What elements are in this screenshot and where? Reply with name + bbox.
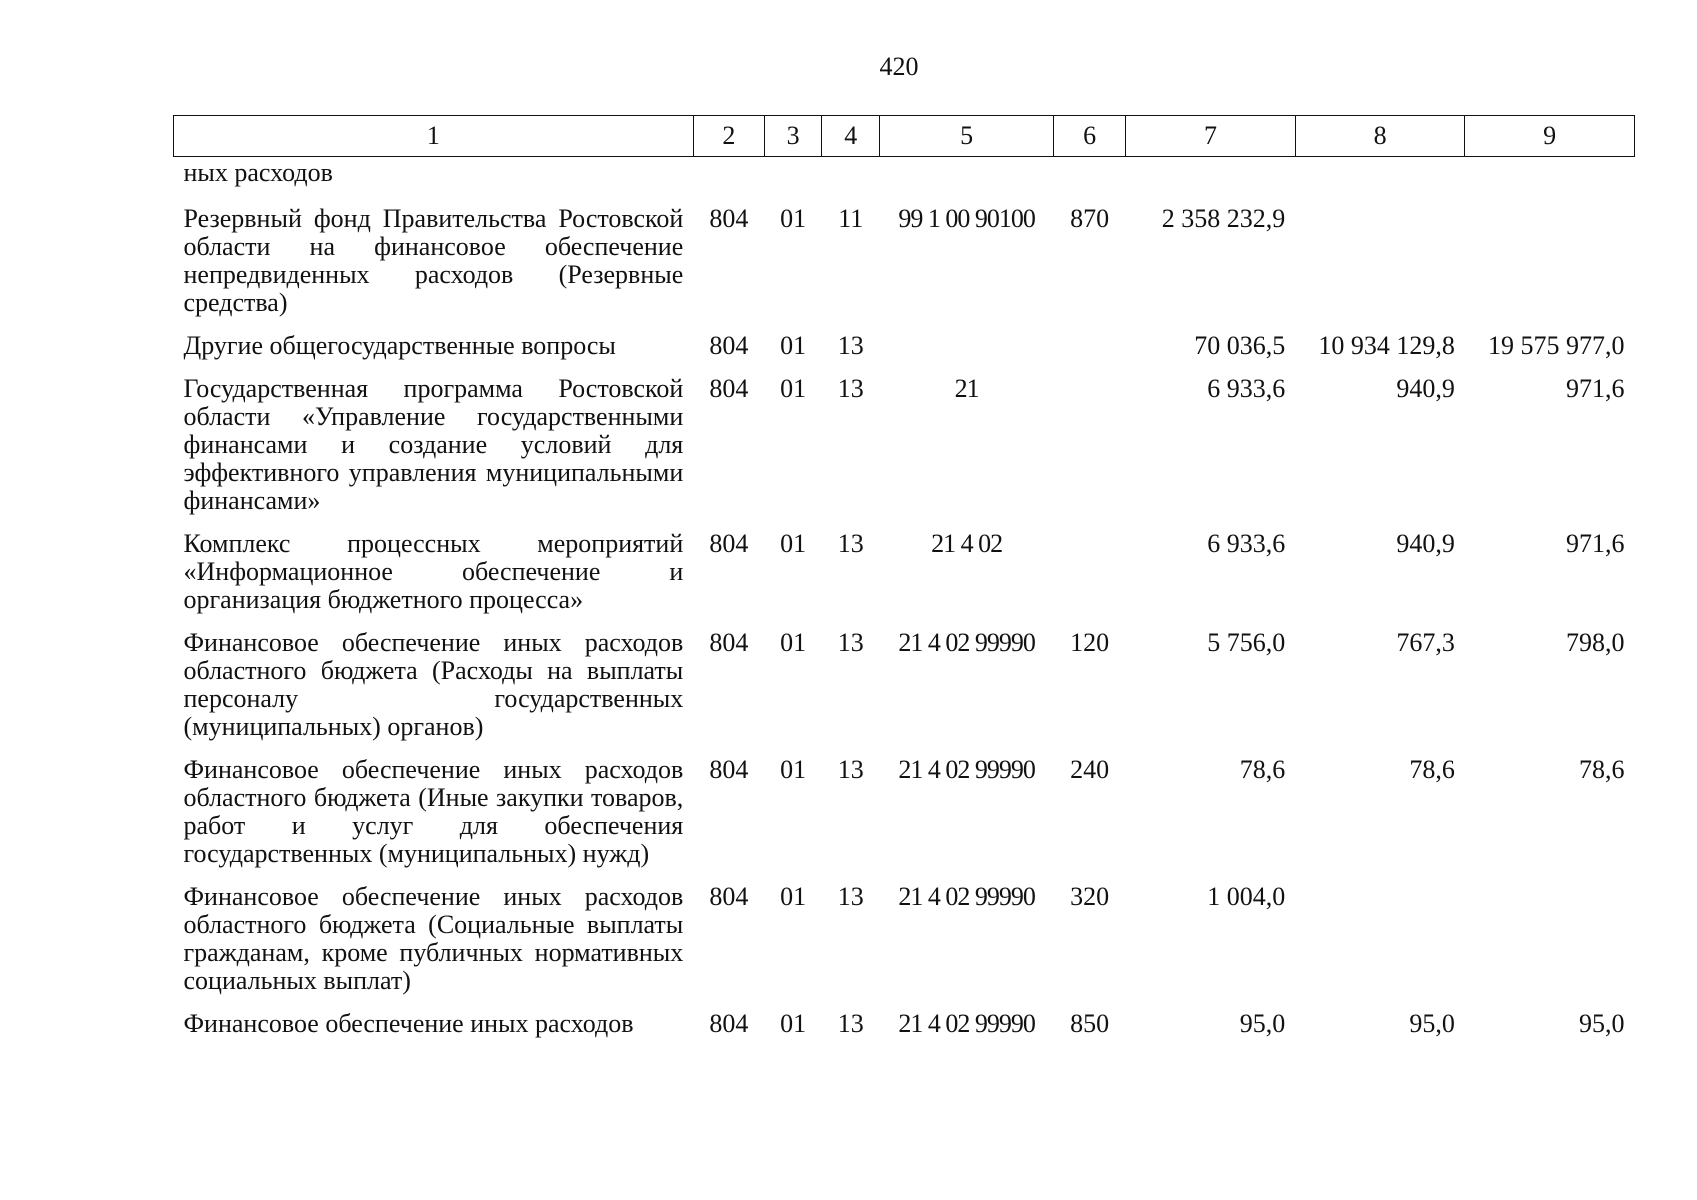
header-cell-1: 1 [174, 116, 694, 157]
table-row [174, 332, 1635, 375]
col-7-value: 6 933,6 [1207, 529, 1286, 558]
row-name: Государственная программа Ростовской области «Управление государственными финансами и создание условий для эффективного управления муниципальными финансами» [183, 374, 684, 515]
col-8-value: 10 934 129,8 [1318, 331, 1455, 360]
header-cell-4: 4 [822, 116, 880, 157]
col-3-value: 01 [780, 331, 807, 360]
col-3-value: 01 [780, 1009, 807, 1038]
col-5-value: 99 1 00 90100 [898, 204, 1035, 233]
table-row [174, 883, 1635, 1010]
continuation-row [174, 157, 1635, 190]
col-2-value: 804 [709, 331, 749, 360]
col-2-value: 804 [709, 529, 749, 558]
row-name: Финансовое обеспечение иных расходов областного бюджета (Иные закупки товаров, работ и услуг для обеспечения государственных (муниципальных) нужд) [183, 755, 684, 868]
col-6-value [1053, 375, 1125, 530]
table-row [174, 189, 1635, 332]
header-cell-8: 8 [1295, 116, 1465, 157]
col-7-value: 6 933,6 [1207, 374, 1286, 403]
row-name: Другие общегосударственные вопросы [183, 331, 616, 360]
table-row [174, 375, 1635, 530]
col-4-value: 11 [838, 204, 864, 233]
row-name: Комплекс процессных мероприятий «Информационное обеспечение и организация бюджетного процесса» [183, 529, 684, 614]
col-8-value [1295, 883, 1465, 1010]
col-8-value: 940,9 [1396, 529, 1455, 558]
col-8-value: 767,3 [1396, 628, 1455, 657]
col-9-value: 95,0 [1579, 1009, 1625, 1038]
col-2-value: 804 [709, 628, 749, 657]
row-name: Финансовое обеспечение иных расходов [183, 1009, 634, 1038]
col-6-value: 240 [1070, 755, 1110, 784]
col-3-value: 01 [780, 529, 807, 558]
col-9-value: 19 575 977,0 [1488, 331, 1625, 360]
header-cell-9: 9 [1465, 116, 1635, 157]
col-5-value [880, 332, 1054, 375]
col-8-value: 78,6 [1409, 755, 1455, 784]
col-3-value: 01 [780, 374, 807, 403]
col-7-value: 1 004,0 [1207, 882, 1286, 911]
col-4-value: 13 [837, 1009, 864, 1038]
col-2-value: 804 [709, 882, 749, 911]
col-6-value [1053, 332, 1125, 375]
col-9-value: 971,6 [1566, 529, 1625, 558]
table-row [174, 756, 1635, 883]
col-4-value: 13 [837, 882, 864, 911]
col-4-value: 13 [837, 529, 864, 558]
page-number: 420 [879, 52, 919, 81]
col-3-value: 01 [780, 628, 807, 657]
col-6-value: 120 [1070, 628, 1110, 657]
col-5-value: 21 4 02 99990 [898, 882, 1035, 911]
col-2-value: 804 [709, 204, 749, 233]
header-cell-5: 5 [880, 116, 1054, 157]
col-5-value: 21 4 02 [931, 529, 1003, 558]
row-name: Финансовое обеспечение иных расходов областного бюджета (Социальные выплаты гражданам, кроме публичных нормативных социальных выплат) [183, 882, 684, 995]
col-2-value: 804 [709, 1009, 749, 1038]
col-7-value: 70 036,5 [1194, 331, 1286, 360]
header-cell-2: 2 [693, 116, 764, 157]
col-9-value [1465, 883, 1635, 1010]
col-7-value: 2 358 232,9 [1161, 204, 1286, 233]
col-5-value: 21 4 02 99990 [898, 1009, 1035, 1038]
col-4-value: 13 [837, 331, 864, 360]
col-3-value: 01 [780, 755, 807, 784]
budget-table [173, 115, 1635, 1053]
continuation-text: ных расходов [183, 158, 333, 187]
col-3-value: 01 [780, 204, 807, 233]
col-8-value [1295, 189, 1465, 332]
header-row [174, 116, 1635, 157]
header-cell-7: 7 [1126, 116, 1296, 157]
table-row [174, 530, 1635, 629]
col-7-value: 95,0 [1239, 1009, 1286, 1038]
col-4-value: 13 [837, 374, 864, 403]
col-6-value: 320 [1070, 882, 1110, 911]
col-7-value: 78,6 [1239, 755, 1286, 784]
col-2-value: 804 [709, 755, 749, 784]
col-8-value: 940,9 [1396, 374, 1455, 403]
col-7-value: 5 756,0 [1207, 628, 1286, 657]
col-8-value: 95,0 [1409, 1009, 1455, 1038]
table-row [174, 1010, 1635, 1053]
col-6-value: 850 [1070, 1009, 1110, 1038]
col-3-value: 01 [780, 882, 807, 911]
col-4-value: 13 [837, 755, 864, 784]
row-name: Резервный фонд Правительства Ростовской области на финансовое обеспечение непредвиденных расходов (Резервные средства) [183, 204, 684, 317]
col-6-value: 870 [1070, 204, 1110, 233]
row-name: Финансовое обеспечение иных расходов областного бюджета (Расходы на выплаты персоналу государственных (муниципальных) органов) [183, 628, 684, 741]
col-5-value: 21 [954, 374, 979, 403]
col-9-value: 971,6 [1566, 374, 1625, 403]
col-9-value: 78,6 [1579, 755, 1625, 784]
header-cell-3: 3 [765, 116, 822, 157]
col-4-value: 13 [837, 628, 864, 657]
table-row [174, 629, 1635, 756]
col-2-value: 804 [709, 374, 749, 403]
header-cell-6: 6 [1053, 116, 1125, 157]
col-5-value: 21 4 02 99990 [898, 755, 1035, 784]
col-9-value: 798,0 [1566, 628, 1625, 657]
col-5-value: 21 4 02 99990 [898, 628, 1035, 657]
col-9-value [1465, 189, 1635, 332]
col-6-value [1053, 530, 1125, 629]
